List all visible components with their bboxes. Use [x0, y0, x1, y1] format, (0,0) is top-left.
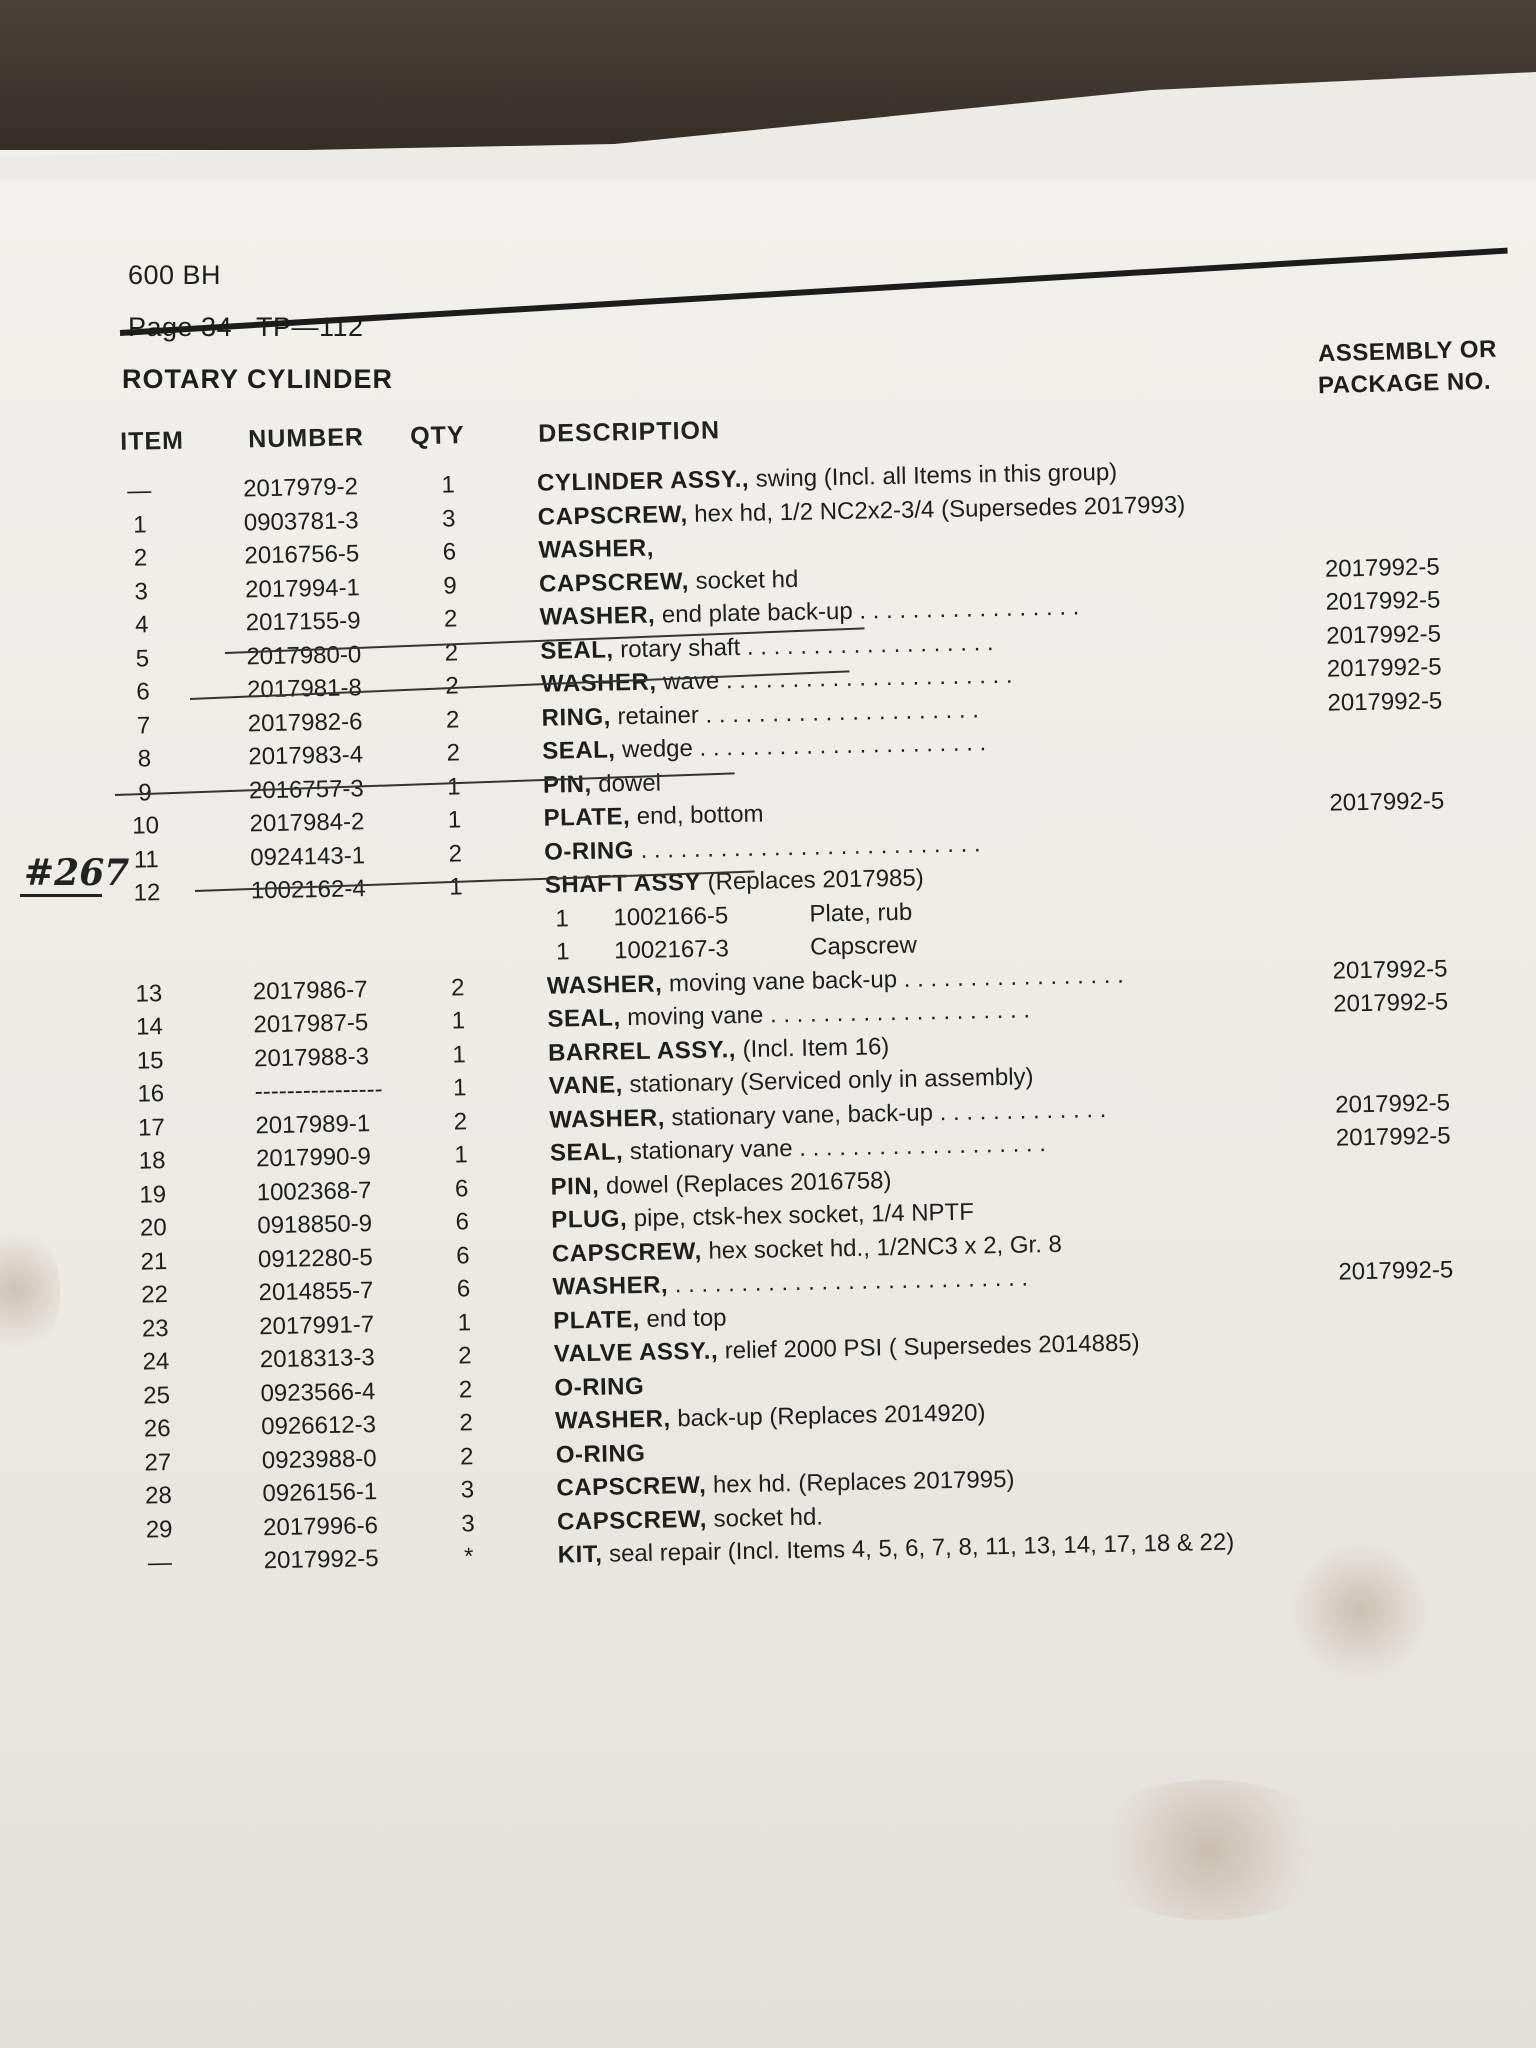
- description-rest: (Replaces 2017985): [700, 864, 924, 896]
- description-main: O-RING: [554, 1372, 645, 1402]
- description-main: CAPSCREW,: [537, 500, 688, 531]
- qty-cell: 1: [448, 873, 463, 901]
- description-cell: [550, 1167, 891, 1202]
- item-cell: 19: [139, 1180, 167, 1209]
- item-cell: 7: [136, 711, 151, 740]
- description-main: WASHER,: [554, 1405, 671, 1435]
- description-main: KIT,: [557, 1540, 603, 1569]
- qty-cell: 1: [457, 1308, 472, 1336]
- description-main: WASHER,: [539, 601, 656, 631]
- description-cell: [545, 864, 924, 899]
- description-rest: dowel: [591, 768, 662, 798]
- description-main: VANE,: [548, 1071, 624, 1100]
- part-number-cell: 2017994-1: [244, 573, 361, 603]
- part-number-cell: 0918850-9: [257, 1210, 373, 1240]
- description-rest: . . . . . . . . . . . . . . . . . . . . . . . . . . .: [667, 1264, 1029, 1299]
- description-cell: [553, 1304, 727, 1335]
- part-number-cell: 2017981-8: [246, 674, 363, 704]
- sub-description-cell: Capscrew: [809, 931, 918, 961]
- qty-cell: 6: [454, 1174, 469, 1203]
- item-cell: 13: [135, 979, 163, 1008]
- assembly-heading-line2: PACKAGE NO.: [1317, 367, 1492, 400]
- description-main: CAPSCREW,: [538, 567, 690, 598]
- package-number-cell: 2017992-5: [1333, 988, 1449, 1018]
- item-cell: 25: [142, 1381, 171, 1410]
- qty-cell: 3: [461, 1509, 476, 1537]
- item-cell: 6: [136, 678, 151, 706]
- parts-rows-group-2: [121, 954, 1532, 1584]
- qty-cell: 2: [445, 705, 460, 734]
- item-cell: 16: [137, 1080, 165, 1108]
- description-main: SEAL,: [540, 635, 614, 665]
- package-number-cell: 2017992-5: [1334, 1088, 1451, 1119]
- part-number-cell: 2017986-7: [252, 975, 368, 1005]
- sub-qty-cell: 1: [555, 938, 570, 966]
- qty-cell: *: [463, 1543, 474, 1571]
- qty-cell: 2: [459, 1442, 474, 1470]
- description-rest: dowel (Replaces 2016758): [599, 1166, 892, 1200]
- description-rest: moving vane . . . . . . . . . . . . . . . . . . . .: [620, 996, 1031, 1032]
- item-cell: 26: [143, 1415, 171, 1443]
- item-cell: —: [126, 477, 152, 505]
- package-number-cell: 2017992-5: [1329, 787, 1445, 817]
- qty-cell: 2: [446, 739, 461, 767]
- item-cell: 12: [133, 879, 161, 907]
- sub-part-number-cell: 1002167-3: [613, 935, 730, 965]
- item-cell: 8: [137, 745, 152, 773]
- stain-mark: [1290, 1540, 1430, 1680]
- description-main: RING,: [541, 702, 612, 732]
- description-rest: end plate back-up . . . . . . . . . . . . . . . . .: [654, 593, 1080, 629]
- description-rest: (Incl. Item 16): [735, 1032, 890, 1063]
- qty-cell: 2: [450, 973, 465, 1002]
- description-rest: rotary shaft . . . . . . . . . . . . . . . . . . .: [613, 628, 994, 663]
- item-cell: 28: [144, 1482, 173, 1510]
- description-main: WASHER,: [552, 1271, 669, 1301]
- item-cell: 15: [136, 1046, 164, 1075]
- doc-code: TP—112: [256, 312, 364, 342]
- col-qty: QTY: [409, 421, 465, 451]
- part-number-cell: 2017979-2: [242, 473, 359, 503]
- qty-cell: 2: [444, 638, 459, 667]
- description-main: PIN,: [542, 770, 592, 799]
- description-main: WASHER,: [540, 668, 657, 698]
- qty-cell: 2: [458, 1375, 473, 1403]
- description-main: WASHER,: [538, 534, 655, 564]
- description-cell: [543, 801, 763, 833]
- qty-cell: 2: [445, 672, 459, 700]
- part-number-cell: 2017996-6: [262, 1511, 379, 1541]
- description-rest: stationary vane, back-up . . . . . . . . . . . . .: [664, 1095, 1107, 1131]
- col-item: ITEM: [119, 426, 185, 456]
- description-rest: stationary vane . . . . . . . . . . . . . . . . . . .: [622, 1130, 1047, 1166]
- description-main: PIN,: [550, 1172, 600, 1201]
- section-title: ROTARY CYLINDER: [122, 364, 394, 394]
- qty-cell: 1: [447, 806, 462, 834]
- description-rest: . . . . . . . . . . . . . . . . . . . . . . . . . .: [633, 829, 981, 864]
- item-cell: 20: [139, 1214, 167, 1242]
- item-cell: 22: [141, 1281, 169, 1309]
- qty-cell: 3: [441, 504, 456, 533]
- description-rest: stationary (Serviced only in assembly): [622, 1063, 1034, 1099]
- part-number-cell: 1002368-7: [256, 1176, 372, 1206]
- item-cell: 18: [138, 1147, 166, 1175]
- item-cell: 23: [141, 1314, 169, 1343]
- qty-cell: 2: [457, 1342, 472, 1370]
- description-main: SEAL,: [547, 1004, 621, 1033]
- item-cell: 5: [135, 644, 150, 673]
- part-number-cell: 0926612-3: [260, 1411, 377, 1441]
- description-rest: wedge . . . . . . . . . . . . . . . . . . . . . .: [615, 729, 987, 764]
- description-rest: seal repair (Incl. Items 4, 5, 6, 7, 8, 11, 13, 14, 17, 18 & 22): [602, 1528, 1235, 1568]
- qty-cell: 2: [459, 1409, 474, 1437]
- item-cell: 27: [144, 1448, 172, 1477]
- description-cell: [538, 535, 654, 565]
- part-number-cell: 2017155-9: [245, 607, 361, 637]
- qty-cell: 2: [443, 605, 458, 633]
- col-description: DESCRIPTION: [537, 416, 721, 448]
- part-number-cell: 0926156-1: [262, 1478, 378, 1508]
- part-number-cell: 2017987-5: [253, 1009, 369, 1039]
- description-rest: socket hd.: [706, 1503, 824, 1533]
- item-cell: 17: [137, 1113, 166, 1142]
- item-cell: 1: [132, 510, 147, 539]
- part-number-cell: 2017983-4: [248, 741, 364, 771]
- handwritten-underline: [20, 894, 102, 897]
- assembly-heading-line1: ASSEMBLY OR: [1317, 335, 1498, 368]
- part-number-cell: 0924143-1: [250, 841, 366, 871]
- description-rest: relief 2000 PSI ( Supersedes 2014885): [717, 1329, 1140, 1365]
- description-rest: end, bottom: [629, 800, 764, 831]
- description-main: CAPSCREW,: [556, 1471, 707, 1502]
- package-number-cell: 2017992-5: [1338, 1256, 1454, 1286]
- part-number-cell: 2014855-7: [258, 1277, 374, 1307]
- part-number-cell: 0912280-5: [257, 1243, 374, 1273]
- qty-cell: 1: [451, 1007, 466, 1035]
- handwritten-note: #267: [24, 852, 130, 894]
- parts-table: [110, 401, 1532, 1583]
- description-main: O-RING: [555, 1439, 646, 1469]
- part-number-cell: 0923988-0: [261, 1444, 377, 1474]
- package-number-cell: 2017992-5: [1324, 553, 1440, 583]
- item-cell: —: [147, 1549, 173, 1577]
- package-number-cell: 2017992-5: [1325, 619, 1442, 650]
- part-number-cell: 2018313-3: [259, 1344, 375, 1374]
- item-cell: 21: [140, 1247, 168, 1276]
- part-number-cell: 0923566-4: [260, 1377, 376, 1407]
- sub-qty-cell: 1: [555, 904, 570, 933]
- part-number-cell: ----------------: [254, 1075, 383, 1106]
- qty-cell: 1: [452, 1040, 467, 1069]
- package-number-cell: 2017992-5: [1332, 954, 1448, 985]
- description-cell: [554, 1372, 644, 1402]
- part-number-cell: 2017989-1: [255, 1109, 371, 1139]
- qty-cell: 1: [446, 772, 461, 801]
- description-main: PLATE,: [552, 1305, 641, 1335]
- item-cell: 9: [138, 778, 152, 807]
- description-main: WASHER,: [549, 1103, 666, 1134]
- part-number-cell: 2017984-2: [249, 808, 365, 838]
- part-number-cell: 2017992-5: [263, 1545, 379, 1575]
- description-main: BARREL ASSY.,: [547, 1035, 737, 1067]
- sub-part-number-cell: 1002166-5: [613, 901, 729, 931]
- sub-description-cell: Plate, rub: [809, 898, 913, 928]
- description-main: CAPSCREW,: [556, 1505, 708, 1536]
- item-cell: 24: [142, 1348, 170, 1376]
- part-number-cell: 2017988-3: [253, 1042, 370, 1072]
- description-main: PLATE,: [543, 803, 631, 832]
- description-rest: end top: [639, 1303, 727, 1333]
- description-main: WASHER,: [546, 970, 663, 1000]
- description-main: O-RING: [543, 836, 635, 866]
- page-number: Page 34: [128, 312, 233, 342]
- package-number-cell: 2017992-5: [1327, 686, 1443, 717]
- description-rest: pipe, ctsk-hex socket, 1/4 NPTF: [626, 1198, 975, 1233]
- description-main: SHAFT ASSY: [544, 868, 702, 899]
- part-number-cell: 2016757-3: [248, 774, 365, 804]
- item-cell: 11: [133, 845, 159, 874]
- description-rest: swing (Incl. all Items in this group): [748, 458, 1118, 493]
- description-cell: [556, 1439, 646, 1469]
- description-rest: retainer . . . . . . . . . . . . . . . . . . . . .: [610, 695, 980, 730]
- description-main: CAPSCREW,: [551, 1237, 703, 1268]
- item-cell: 2: [133, 544, 148, 572]
- qty-cell: 2: [448, 839, 463, 868]
- description-rest: back-up (Replaces 2014920): [670, 1399, 986, 1433]
- qty-cell: 2: [453, 1107, 468, 1136]
- qty-cell: 6: [456, 1275, 471, 1303]
- part-number-cell: 2017980-0: [246, 640, 362, 670]
- description-rest: socket hd: [688, 565, 799, 595]
- part-number-cell: 2017990-9: [255, 1143, 372, 1173]
- qty-cell: 6: [455, 1208, 470, 1236]
- package-number-cell: 2017992-5: [1326, 653, 1442, 683]
- item-cell: 10: [132, 812, 160, 840]
- item-cell: 14: [135, 1013, 164, 1041]
- qty-cell: 3: [460, 1476, 475, 1504]
- description-main: SEAL,: [542, 736, 616, 765]
- part-number-cell: 2017991-7: [259, 1310, 375, 1340]
- description-rest: wave . . . . . . . . . . . . . . . . . . . . . .: [656, 661, 1013, 696]
- description-rest: hex socket hd., 1/2NC3 x 2, Gr. 8: [701, 1230, 1063, 1265]
- description-main: PLUG,: [551, 1205, 628, 1234]
- qty-cell: 1: [452, 1074, 467, 1102]
- description-cell: [548, 1033, 890, 1068]
- package-number-cell: 2017992-5: [1335, 1122, 1451, 1152]
- model-label: 600 BH: [128, 260, 222, 290]
- description-cell: [557, 1503, 823, 1536]
- part-number-cell: 2017982-6: [247, 707, 363, 737]
- col-number: NUMBER: [247, 423, 365, 454]
- qty-cell: 9: [443, 571, 458, 600]
- qty-cell: 1: [441, 471, 456, 499]
- part-number-cell: 1002162-4: [250, 875, 366, 905]
- qty-cell: 1: [454, 1141, 468, 1169]
- description-cell: [543, 769, 662, 799]
- item-cell: 4: [134, 611, 149, 639]
- qty-cell: 6: [442, 538, 457, 566]
- description-rest: hex hd. (Replaces 2017995): [706, 1465, 1015, 1499]
- qty-cell: 6: [456, 1241, 470, 1270]
- description-main: VALVE ASSY.,: [553, 1337, 719, 1368]
- description-cell: [539, 565, 799, 598]
- package-number-cell: 2017992-5: [1325, 586, 1441, 616]
- description-rest: hex hd, 1/2 NC2x2-3/4 (Supersedes 2017993): [687, 490, 1186, 528]
- item-cell: 29: [145, 1515, 173, 1544]
- stain-mark: [1080, 1780, 1340, 1920]
- description-main: SEAL,: [549, 1138, 624, 1167]
- part-number-cell: 2016756-5: [244, 540, 360, 570]
- description-main: CYLINDER ASSY.,: [536, 465, 750, 497]
- description-rest: moving vane back-up . . . . . . . . . . . . . . . . .: [662, 961, 1124, 997]
- item-cell: 3: [134, 577, 149, 606]
- part-number-cell: 0903781-3: [243, 506, 359, 536]
- parts-rows-group-1: [111, 451, 1519, 913]
